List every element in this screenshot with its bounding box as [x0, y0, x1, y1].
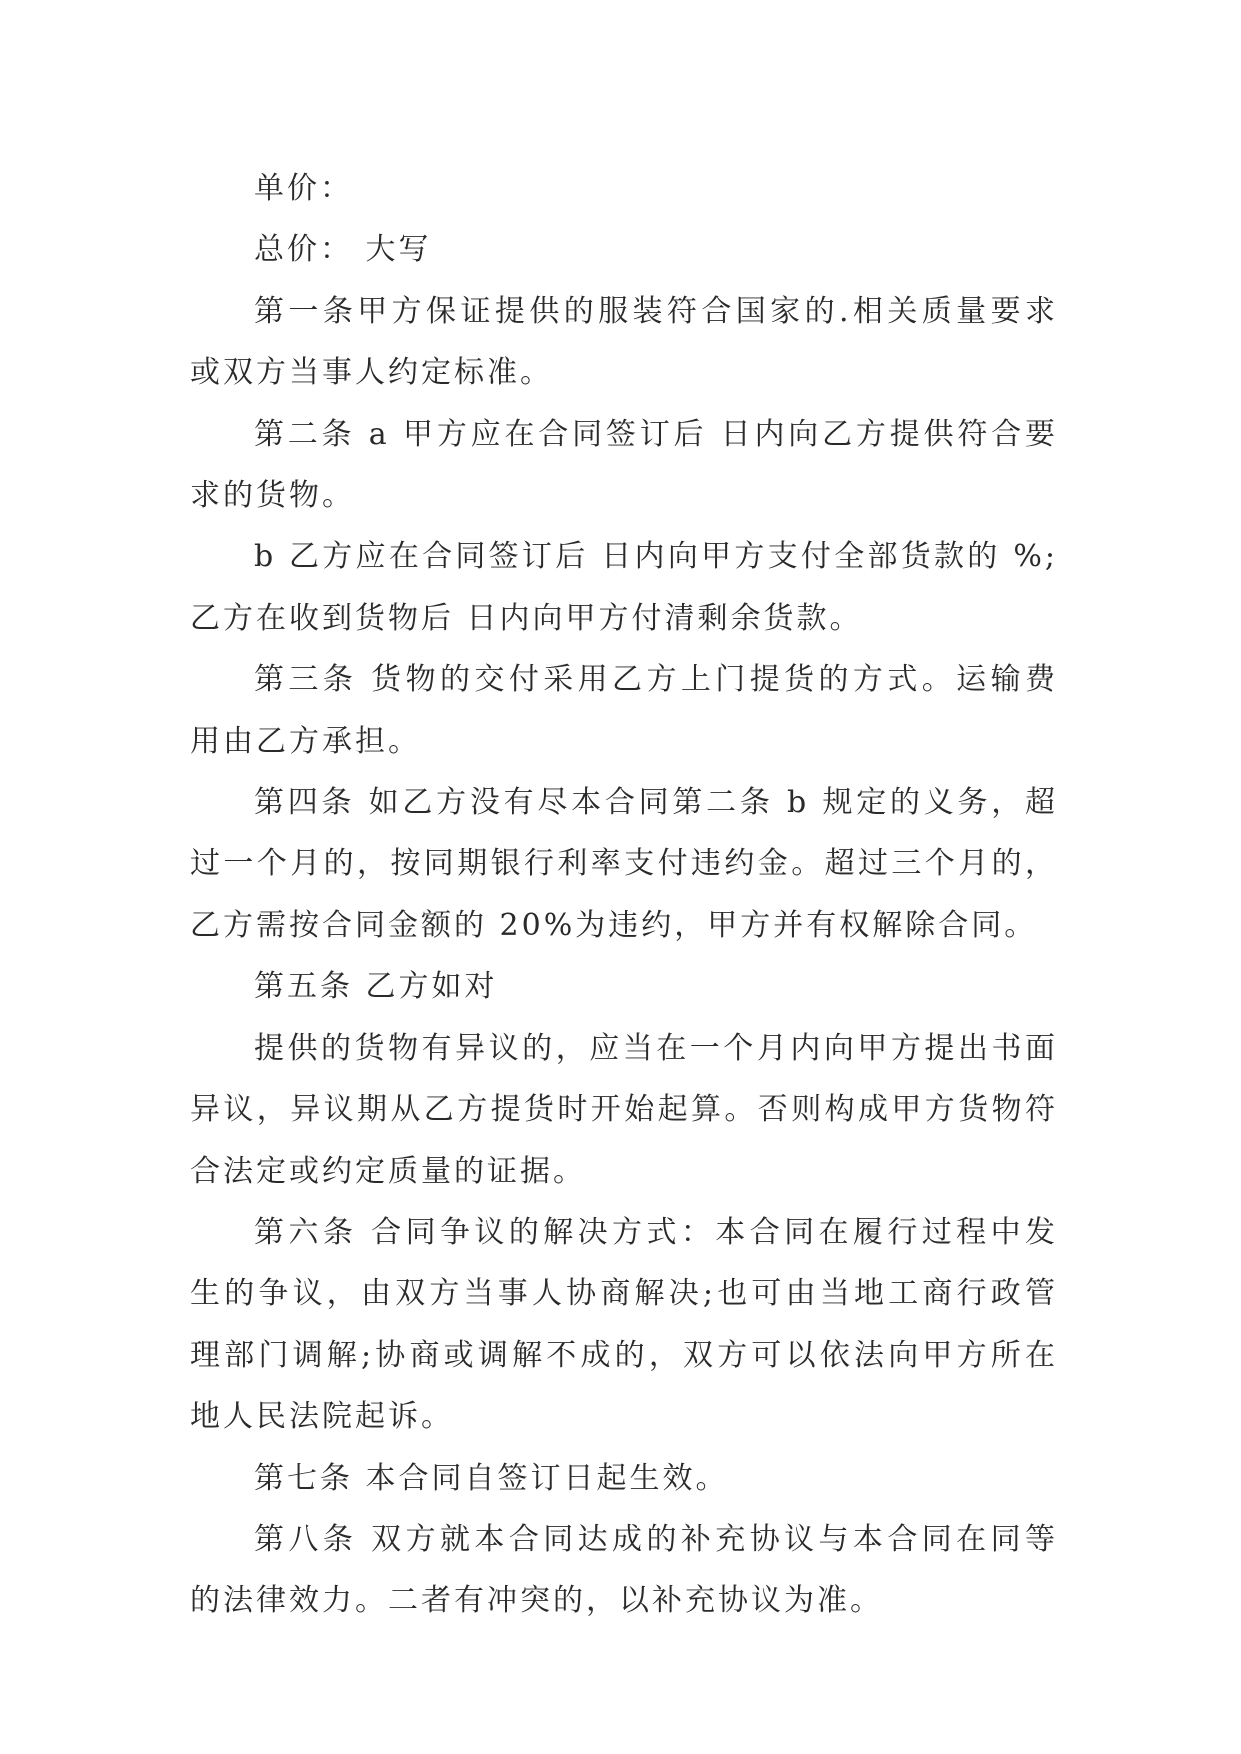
contract-body: [190, 158, 1058, 1632]
paragraph-article-6: 第六条 合同争议的解决方式：本合同在履行过程中发生的争议，由双方当事人协商解决;也可由当地工商行政管理部门调解;协商或调解不成的，双方可以依法向甲方所在地人民法院起诉。: [190, 1214, 1058, 1435]
paragraph-article-5: 第五条 乙方如对: [254, 969, 498, 1005]
paragraph-article-2a: 第二条 a 甲方应在合同签订后 日内向乙方提供符合要求的货物。: [190, 416, 1058, 514]
paragraph-article-1: 第一条甲方保证提供的服装符合国家的.相关质量要求或双方当事人约定标准。: [190, 293, 1058, 391]
paragraph-article-2b: b 乙方应在合同签订后 日内向甲方支付全部货款的 %;乙方在收到货物后 日内向甲方付清剩余货款。: [190, 539, 1058, 636]
paragraph-article-3: 第三条 货物的交付采用乙方上门提货的方式。运输费用由乙方承担。: [190, 662, 1058, 759]
paragraph-total-price: 总价： 大写: [254, 232, 432, 268]
paragraph-article-4: 第四条 如乙方没有尽本合同第二条 b 规定的义务，超过一个月的，按同期银行利率支付违约金。超过三个月的，乙方需按合同金额的 20%为违约，甲方并有权解除合同。: [190, 785, 1058, 943]
paragraph-unit-price: 单价：: [254, 171, 353, 206]
paragraph-article-7: 第七条 本合同自签订日起生效。: [254, 1460, 729, 1496]
paragraph-article-8: 第八条 双方就本合同达成的补充协议与本合同在同等的法律效力。二者有冲突的，以补充协议为准。: [190, 1521, 1058, 1619]
paragraph-article-5-cont: 提供的货物有异议的，应当在一个月内向甲方提出书面异议，异议期从乙方提货时开始起算。否则构成甲方货物符合法定或约定质量的证据。: [190, 1030, 1058, 1189]
